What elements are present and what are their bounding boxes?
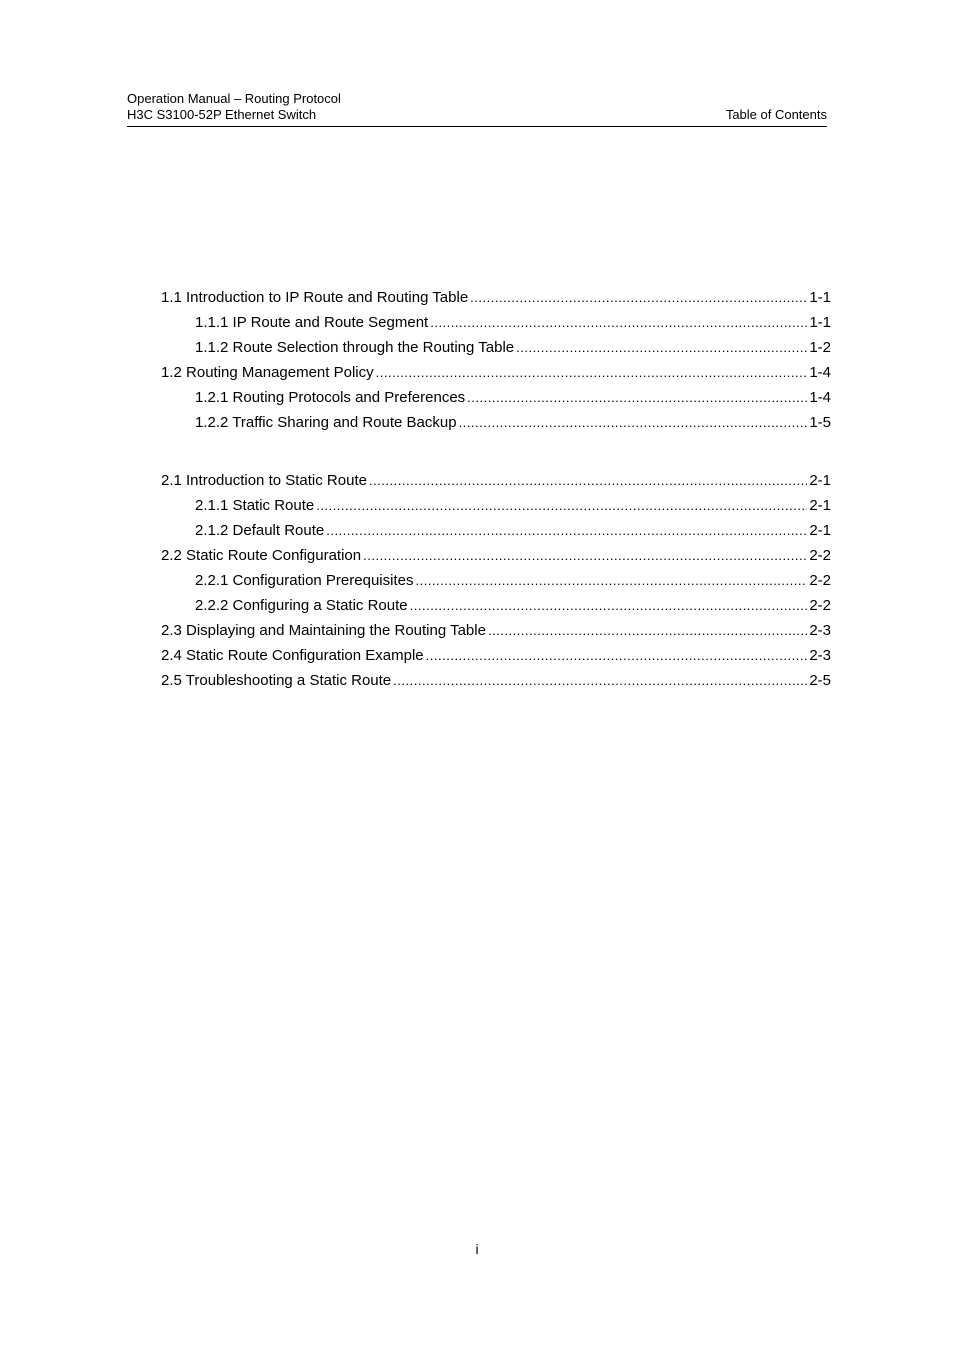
toc-entry-title: 2.1 Introduction to Static Route: [161, 472, 367, 489]
toc-dot-leader: [393, 668, 807, 693]
toc-entry-title: 2.1.2 Default Route: [195, 522, 325, 539]
toc-entry-page: 2-1: [809, 497, 831, 514]
toc-entry-title: 2.2 Static Route Configuration: [161, 547, 362, 564]
manual-title: Operation Manual – Routing Protocol: [127, 91, 341, 106]
toc-dot-leader: [516, 335, 807, 360]
toc-entry[interactable]: [161, 468, 831, 493]
toc-entry-title: 2.4 Static Route Configuration Example: [161, 647, 424, 664]
toc-dot-leader: [376, 360, 808, 385]
toc-entry[interactable]: [161, 518, 831, 543]
toc-entry-title: 1.2.2 Traffic Sharing and Route Backup: [195, 414, 457, 431]
toc-entry[interactable]: [161, 310, 831, 335]
toc-group-chapter-1: [161, 285, 831, 435]
toc-entry-title: 2.5 Troubleshooting a Static Route: [161, 672, 392, 689]
toc-dot-leader: [459, 410, 808, 435]
toc-entry[interactable]: [161, 593, 831, 618]
toc-dot-leader: [467, 385, 807, 410]
toc-entry-title: 1.2 Routing Management Policy: [161, 364, 374, 381]
toc-entry-page: 1-2: [809, 339, 831, 356]
toc-entry-page: 2-3: [809, 622, 831, 639]
toc-entry-page: 2-5: [809, 672, 831, 689]
toc-entry[interactable]: [161, 568, 831, 593]
toc-entry[interactable]: [161, 285, 831, 310]
table-of-contents: [161, 285, 831, 693]
product-name: H3C S3100-52P Ethernet Switch: [127, 107, 317, 122]
toc-entry[interactable]: [161, 668, 831, 693]
toc-entry-page: 1-5: [809, 414, 831, 431]
toc-entry[interactable]: [161, 643, 831, 668]
toc-entry-page: 1-1: [809, 314, 831, 331]
toc-entry[interactable]: [161, 360, 831, 385]
toc-entry[interactable]: [161, 335, 831, 360]
toc-entry-page: 2-1: [809, 472, 831, 489]
toc-entry-title: 1.1 Introduction to IP Route and Routing Table: [161, 289, 469, 306]
toc-dot-leader: [430, 310, 807, 335]
toc-entry-page: 1-4: [809, 389, 831, 406]
toc-entry-title: 1.1.2 Route Selection through the Routing Table: [195, 339, 515, 356]
toc-dot-leader: [316, 493, 807, 518]
toc-dot-leader: [363, 543, 807, 568]
toc-dot-leader: [488, 618, 807, 643]
toc-entry-page: 2-2: [809, 547, 831, 564]
toc-entry-title: 2.1.1 Static Route: [195, 497, 315, 514]
toc-dot-leader: [426, 643, 808, 668]
page-header: [127, 90, 827, 127]
toc-entry-page: 2-2: [809, 597, 831, 614]
toc-entry-page: 1-1: [809, 289, 831, 306]
toc-group-chapter-2: [161, 468, 831, 693]
toc-dot-leader: [415, 568, 807, 593]
toc-entry[interactable]: [161, 385, 831, 410]
toc-dot-leader: [410, 593, 808, 618]
toc-entry-page: 2-3: [809, 647, 831, 664]
toc-entry[interactable]: [161, 543, 831, 568]
section-title: Table of Contents: [725, 107, 827, 122]
toc-entry-page: 1-4: [809, 364, 831, 381]
page-number: i: [475, 1241, 479, 1257]
toc-entry[interactable]: [161, 618, 831, 643]
toc-entry[interactable]: [161, 493, 831, 518]
toc-dot-leader: [369, 468, 807, 493]
toc-dot-leader: [326, 518, 807, 543]
toc-entry-title: 2.2.2 Configuring a Static Route: [195, 597, 408, 614]
toc-entry-title: 2.2.1 Configuration Prerequisites: [195, 572, 414, 589]
toc-entry-title: 1.2.1 Routing Protocols and Preferences: [195, 389, 466, 406]
toc-entry[interactable]: [161, 410, 831, 435]
toc-entry-page: 2-1: [809, 522, 831, 539]
header-left: [127, 91, 341, 123]
toc-entry-title: 1.1.1 IP Route and Route Segment: [195, 314, 429, 331]
toc-dot-leader: [470, 285, 807, 310]
toc-entry-title: 2.3 Displaying and Maintaining the Routing Table: [161, 622, 486, 639]
toc-entry-page: 2-2: [809, 572, 831, 589]
